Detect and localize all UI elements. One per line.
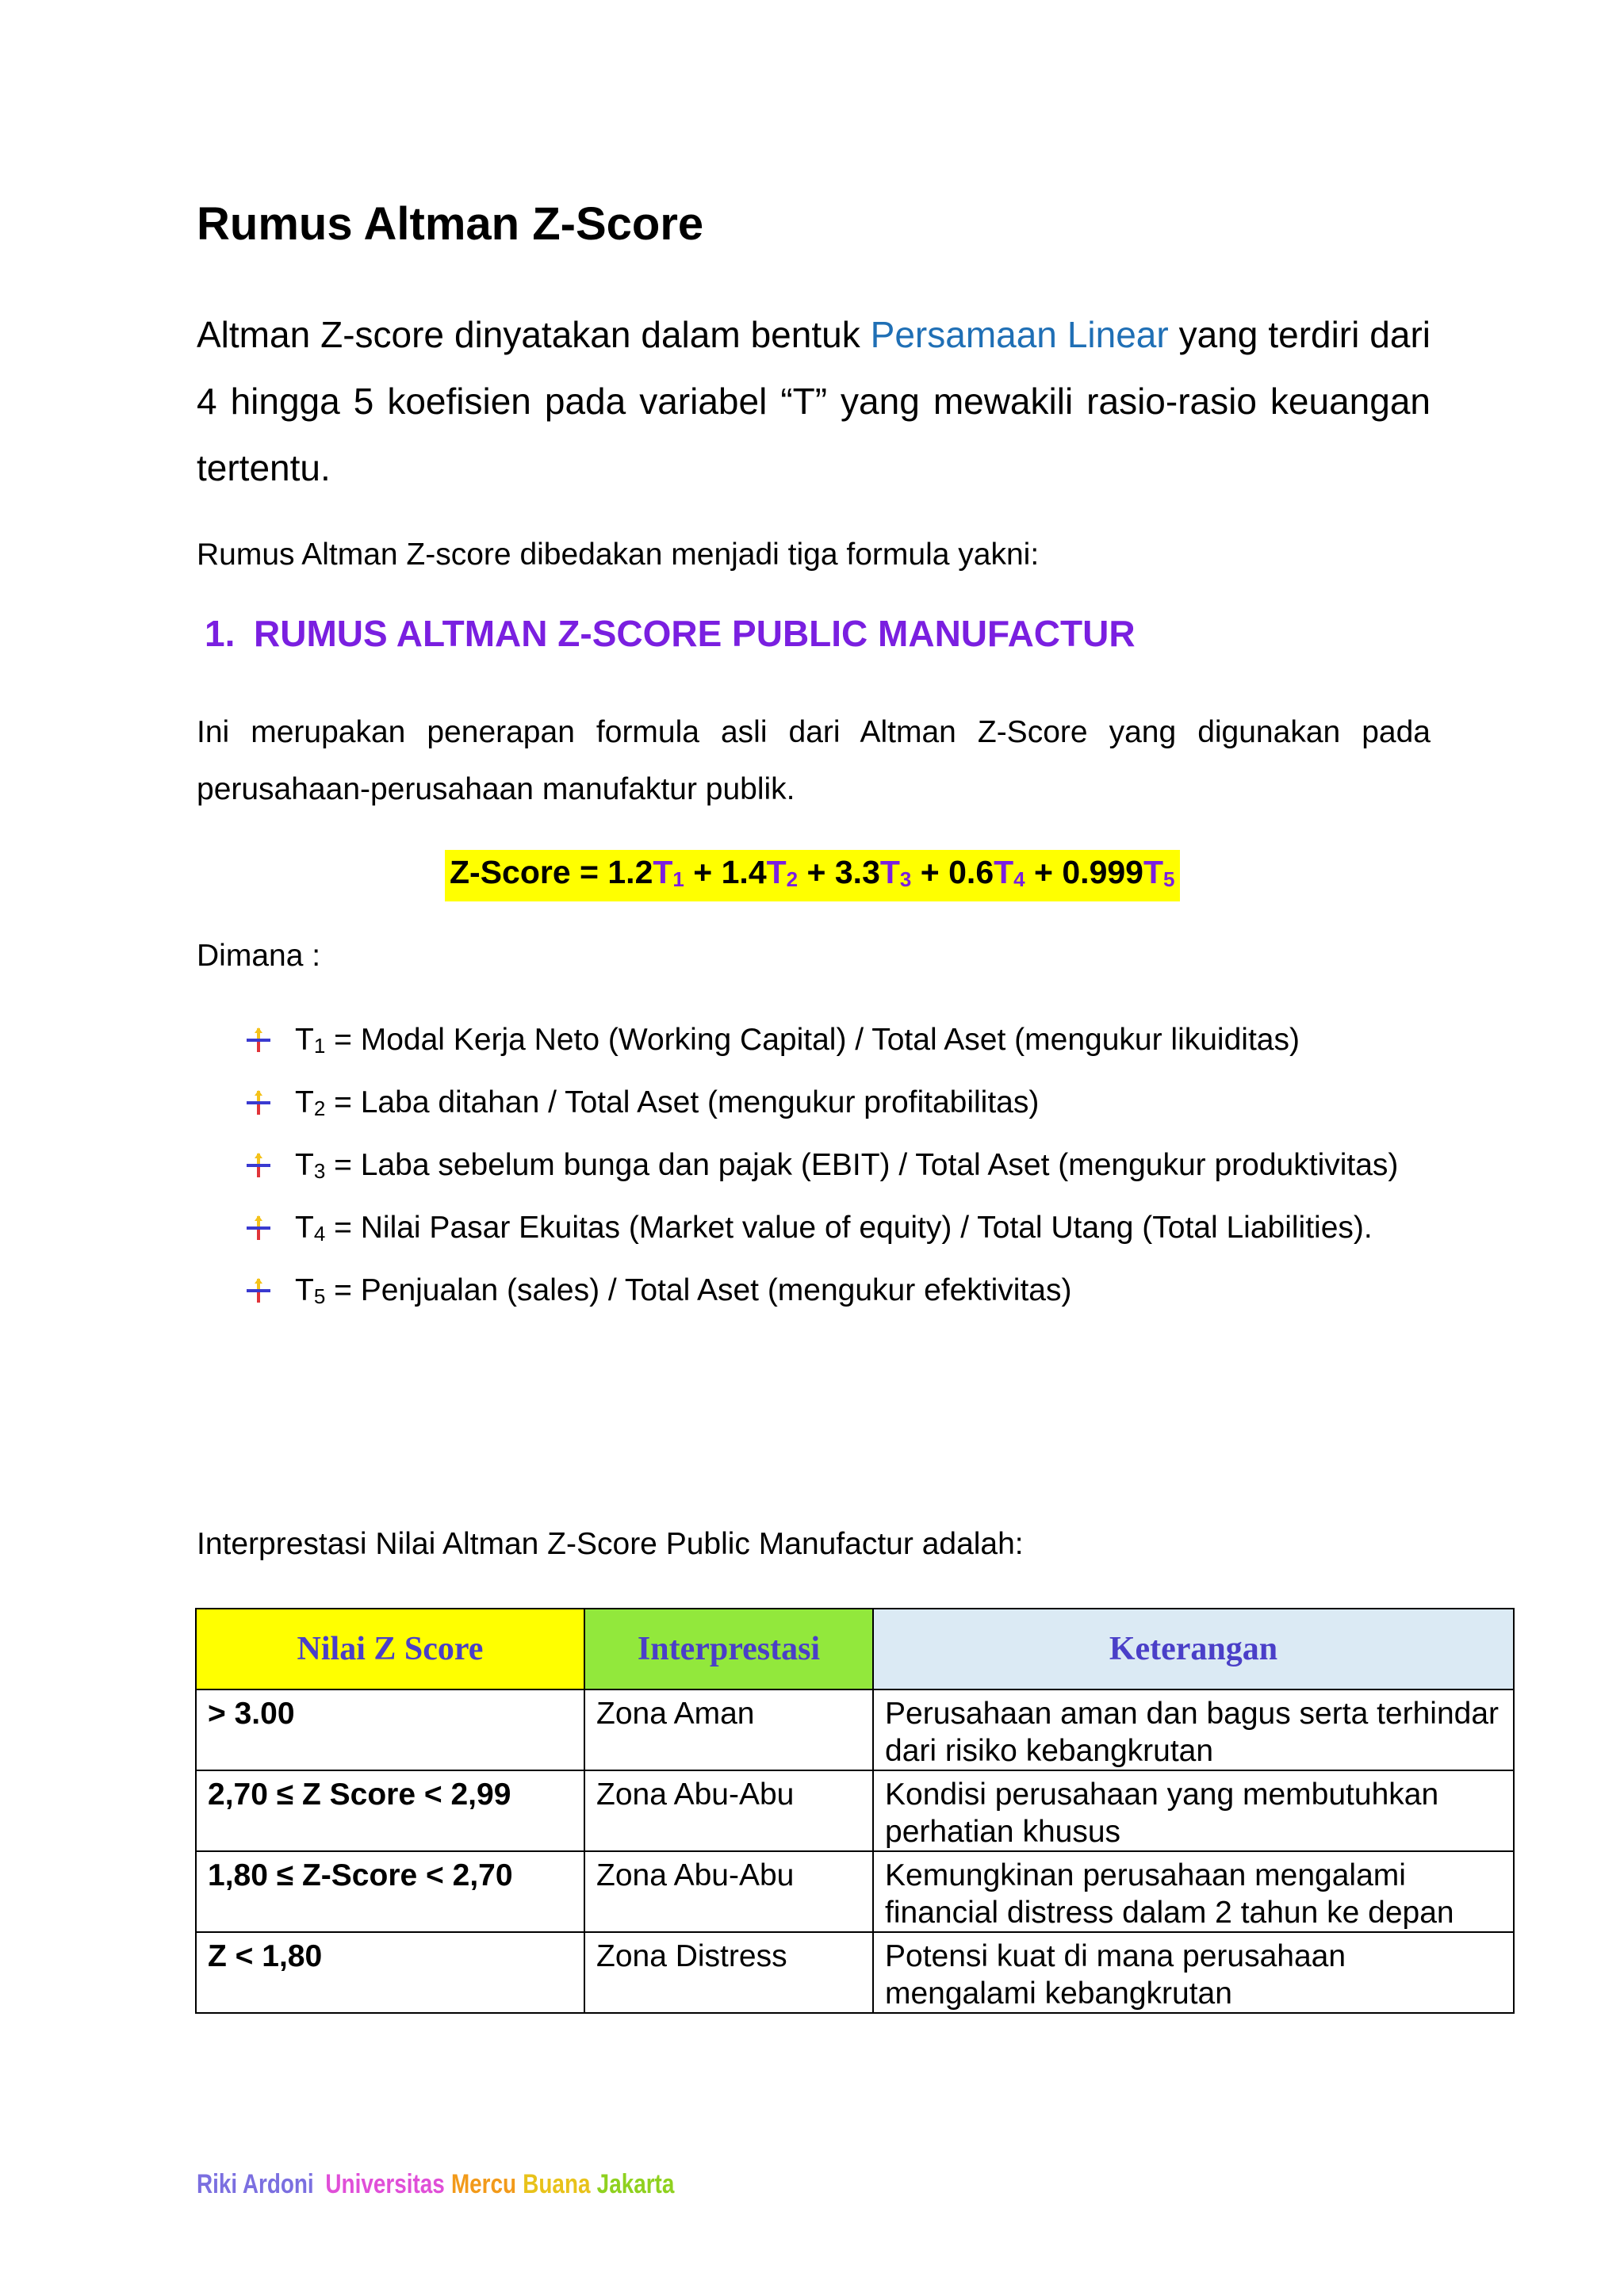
z-score-formula (445, 850, 1180, 901)
formula-operator: + (911, 854, 949, 890)
arrow-cross-bullet-icon (246, 1090, 271, 1115)
formula-coefficient: 0.6 (948, 854, 994, 890)
z-score-table (195, 1608, 1515, 2014)
intro-text-before: Altman Z-score dinyatakan dalam bentuk (197, 314, 871, 355)
formula-coefficient: 1.4 (721, 854, 767, 890)
header-interprestasi: Interprestasi (584, 1609, 873, 1689)
variable-definition: = Laba ditahan / Total Aset (mengukur profitabilitas) (325, 1085, 1040, 1119)
list-item (243, 1200, 1431, 1262)
list-item (243, 1262, 1431, 1325)
variable-definition: = Nilai Pasar Ekuitas (Market value of equity) / Total Utang (Total Liabilities). (325, 1211, 1373, 1245)
lead-sentence: Rumus Altman Z-score dibedakan menjadi tiga formula yakni: (197, 538, 1040, 572)
cell-description: Kondisi perusahaan yang membutuhkan perhatian khusus (873, 1770, 1514, 1851)
formula-variable (880, 854, 912, 890)
table-row (196, 1851, 1514, 1932)
header-nilai-z-score: Nilai Z Score (196, 1609, 584, 1689)
cell-interpretation: Zona Aman (584, 1689, 873, 1770)
table-row (196, 1932, 1514, 2013)
variable-letter: T (295, 1023, 314, 1057)
footer-institution-word: Jakarta (596, 2169, 675, 2199)
section-heading-text: RUMUS ALTMAN Z-SCORE PUBLIC MANUFACTUR (254, 613, 1136, 654)
table-header-row (196, 1609, 1514, 1689)
section-description: Ini merupakan penerapan formula asli dari Altman Z-Score yang digunakan pada perusahaan-perusahaan manufaktur publik. (197, 715, 1431, 806)
variable-letter: T (295, 1148, 314, 1182)
arrow-cross-bullet-icon (246, 1278, 271, 1303)
cell-z-value: Z < 1,80 (196, 1932, 584, 2013)
dimana-label: Dimana : (197, 939, 321, 973)
formula-operator: + (798, 854, 835, 890)
variable-definition: = Penjualan (sales) / Total Aset (mengukur efektivitas) (325, 1273, 1072, 1307)
table-row (196, 1770, 1514, 1851)
formula-variable-letter: T (653, 854, 673, 890)
page-title: Rumus Altman Z-Score (197, 198, 704, 250)
formula-variable-subscript: 5 (1163, 867, 1175, 891)
formula-variable-subscript: 2 (786, 867, 799, 891)
section-heading (205, 612, 1136, 656)
formula-variable-letter: T (1143, 854, 1164, 890)
variable-subscript: 2 (313, 1096, 326, 1120)
formula-variable-letter: T (879, 854, 900, 890)
formula-lhs: Z-Score = (450, 854, 608, 890)
cell-z-value: > 3.00 (196, 1689, 584, 1770)
variable-letter: T (295, 1085, 314, 1119)
cell-description: Perusahaan aman dan bagus serta terhindar dari risiko kebangkrutan (873, 1689, 1514, 1770)
formula-variable-subscript: 4 (1013, 867, 1025, 891)
formula-variable-subscript: 1 (672, 867, 684, 891)
formula-variable-letter: T (994, 854, 1014, 890)
table-row (196, 1689, 1514, 1770)
cell-interpretation: Zona Abu-Abu (584, 1851, 873, 1932)
formula-operator: + (684, 854, 722, 890)
variable-subscript: 1 (313, 1034, 326, 1058)
variable-letter: T (295, 1273, 314, 1307)
variable-subscript: 5 (313, 1284, 326, 1308)
footer-institution-word: Mercu (450, 2169, 517, 2199)
formula-variable-letter: T (766, 854, 787, 890)
variable-list (243, 1012, 1431, 1325)
footer-credit (197, 2167, 681, 2202)
variable-letter: T (295, 1211, 314, 1245)
interpretation-intro: Interprestasi Nilai Altman Z-Score Public Manufactur adalah: (197, 1527, 1024, 1561)
variable-definition: = Laba sebelum bunga dan pajak (EBIT) / Total Aset (mengukur produktivitas) (325, 1148, 1399, 1182)
variable-definition: = Modal Kerja Neto (Working Capital) / Total Aset (mengukur likuiditas) (325, 1023, 1300, 1057)
list-item (243, 1137, 1431, 1200)
arrow-cross-bullet-icon (246, 1215, 271, 1241)
footer-institution-word: Universitas (325, 2169, 445, 2199)
list-item (243, 1012, 1431, 1074)
cell-interpretation: Zona Abu-Abu (584, 1770, 873, 1851)
footer-institution-word: Buana (523, 2169, 591, 2199)
list-item (243, 1074, 1431, 1137)
cell-z-value: 2,70 ≤ Z Score < 2,99 (196, 1770, 584, 1851)
footer-author: Riki Ardoni (197, 2169, 314, 2199)
formula-variable (653, 854, 684, 890)
formula-coefficient: 3.3 (834, 854, 880, 890)
cell-description: Kemungkinan perusahaan mengalami financial distress dalam 2 tahun ke depan (873, 1851, 1514, 1932)
formula-variable (1143, 854, 1175, 890)
section-number: 1. (205, 613, 236, 654)
formula-coefficient: 1.2 (607, 854, 653, 890)
formula-variable (767, 854, 799, 890)
intro-paragraph (197, 301, 1431, 501)
intro-text-after: yang terdiri dari 4 hingga 5 koefisien pada variabel “T” yang mewakili rasio-rasio keuangan tertentu. (197, 314, 1431, 488)
persamaan-linear-link[interactable]: Persamaan Linear (870, 314, 1169, 355)
variable-subscript: 3 (313, 1159, 326, 1183)
arrow-cross-bullet-icon (246, 1153, 271, 1178)
formula-operator: + (1025, 854, 1063, 890)
variable-subscript: 4 (313, 1222, 326, 1246)
formula-variable-subscript: 3 (899, 867, 912, 891)
cell-description: Potensi kuat di mana perusahaan mengalami kebangkrutan (873, 1932, 1514, 2013)
cell-interpretation: Zona Distress (584, 1932, 873, 2013)
formula-variable (994, 854, 1025, 890)
cell-z-value: 1,80 ≤ Z-Score < 2,70 (196, 1851, 584, 1932)
arrow-cross-bullet-icon (246, 1027, 271, 1053)
header-keterangan: Keterangan (873, 1609, 1514, 1689)
formula-coefficient: 0.999 (1062, 854, 1143, 890)
